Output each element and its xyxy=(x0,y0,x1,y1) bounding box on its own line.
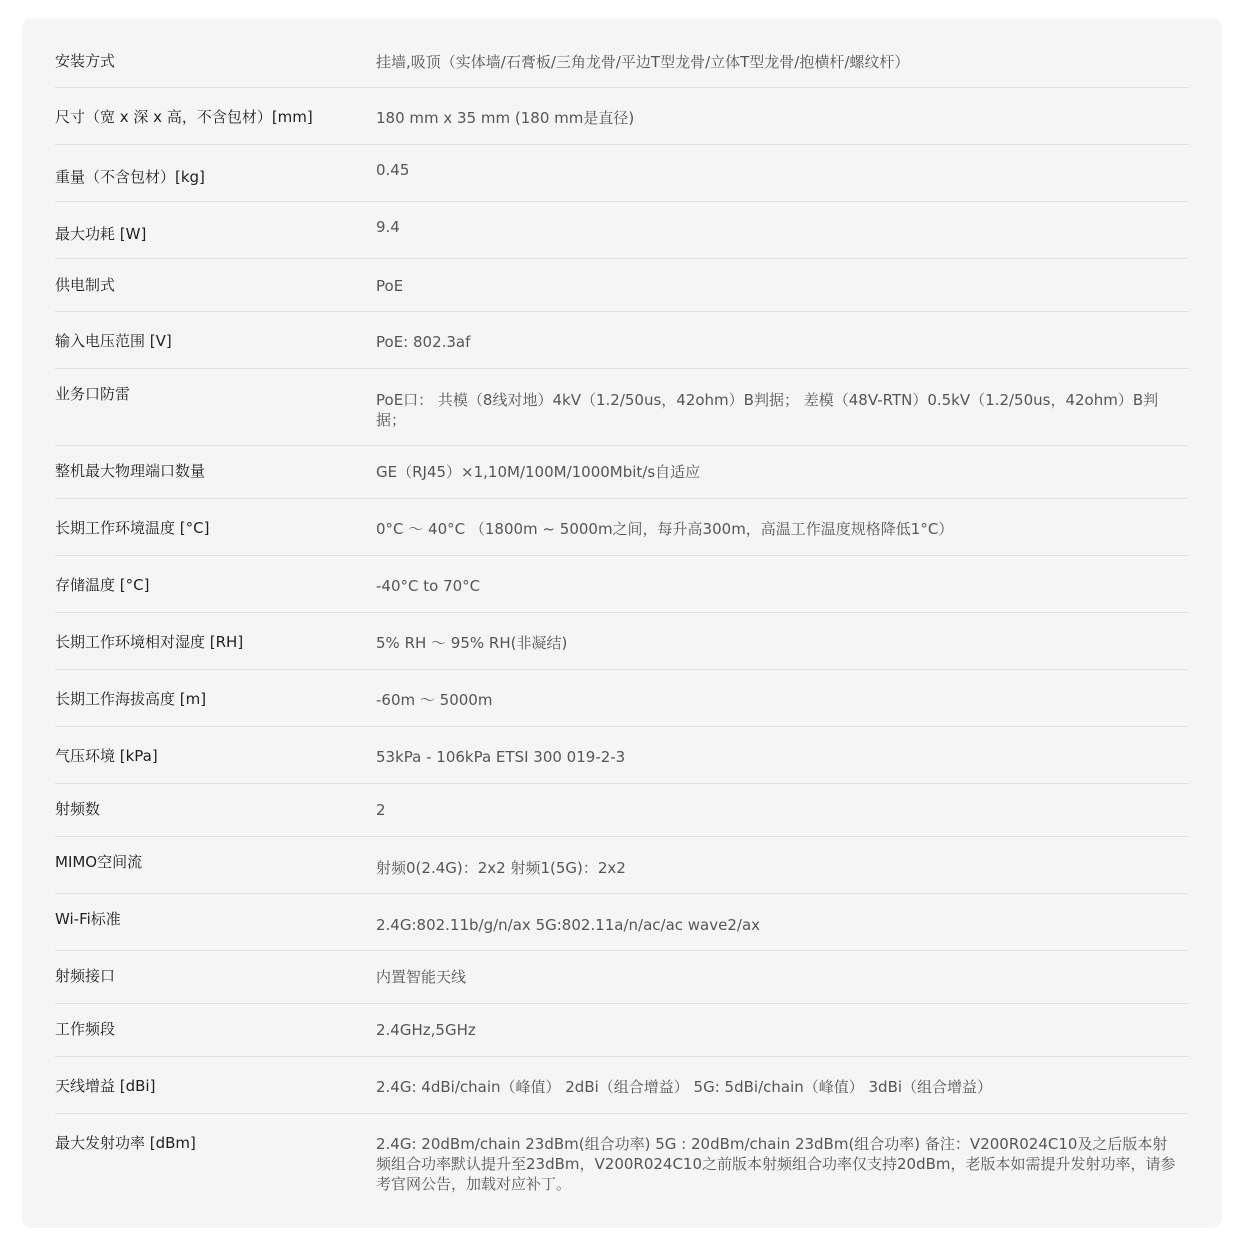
spec-label: 天线增益 [dBi] xyxy=(55,1077,156,1095)
spec-label: 气压环境 [kPa] xyxy=(55,747,158,765)
spec-row-op-temp xyxy=(55,499,1188,556)
spec-value: GE（RJ45）×1,10M/100M/1000Mbit/s自适应 xyxy=(376,463,701,481)
spec-table xyxy=(55,18,1188,1194)
spec-card xyxy=(22,18,1222,1228)
spec-label: 业务口防雷 xyxy=(55,385,131,403)
spec-row-weight xyxy=(55,145,1188,202)
spec-row-supply xyxy=(55,259,1188,312)
spec-value: PoE xyxy=(376,277,404,295)
spec-value: PoE: 802.3af xyxy=(376,333,471,351)
spec-row-antenna-gain xyxy=(55,1057,1188,1114)
spec-value: PoE口： 共模（8线对地）4kV（1.2/50us，42ohm）B判据； 差模（48V-RTN）0.5kV（1.2/50us，42ohm）B判据； xyxy=(376,391,1159,429)
spec-label: MIMO空间流 xyxy=(55,853,143,871)
spec-value: 53kPa - 106kPa ETSI 300 019-2-3 xyxy=(376,748,626,766)
spec-row-surge xyxy=(55,369,1188,446)
spec-value: -40°C to 70°C xyxy=(376,577,481,595)
spec-value: 180 mm x 35 mm (180 mm是直径) xyxy=(376,109,635,127)
spec-label: 射频接口 xyxy=(55,967,116,985)
spec-value: 2.4G: 20dBm/chain 23dBm(组合功率) 5G : 20dBm/chain 23dBm(组合功率) 备注：V200R024C10及之后版本射频组合功率默认提升至23dBm，V200R024C10之前版本射频组合功率仅支持20dBm，老版本如需提升发射功率，请参考官网公告，加载对应补丁。 xyxy=(376,1135,1176,1193)
spec-value: 2 xyxy=(376,801,386,819)
spec-label: 供电制式 xyxy=(55,276,116,294)
spec-value: 挂墙,吸顶（实体墙/石膏板/三角龙骨/平边T型龙骨/立体T型龙骨/抱横杆/螺纹杆） xyxy=(376,53,910,71)
spec-row-frequency xyxy=(55,1004,1188,1057)
spec-value: 2.4G:802.11b/g/n/ax 5G:802.11a/n/ac/ac wave2/ax xyxy=(376,916,761,934)
spec-row-voltage xyxy=(55,312,1188,369)
spec-row-rf-interface xyxy=(55,951,1188,1004)
spec-label: 整机最大物理端口数量 xyxy=(55,462,206,480)
spec-value: 9.4 xyxy=(376,218,400,236)
spec-label: 长期工作环境温度 [°C] xyxy=(55,519,210,537)
spec-value: 5% RH ～ 95% RH(非凝结) xyxy=(376,634,568,652)
spec-label: 存储温度 [°C] xyxy=(55,576,150,594)
spec-label: 重量（不含包材）[kg] xyxy=(55,168,205,186)
spec-label: 射频数 xyxy=(55,800,101,818)
spec-label: 工作频段 xyxy=(55,1020,116,1038)
spec-value: 2.4GHz,5GHz xyxy=(376,1021,476,1039)
spec-row-pressure xyxy=(55,727,1188,784)
spec-value: 射频0(2.4G)：2x2 射频1(5G)：2x2 xyxy=(376,859,626,877)
spec-value: 2.4G: 4dBi/chain（峰值） 2dBi（组合增益） 5G: 5dBi/chain（峰值） 3dBi（组合增益） xyxy=(376,1078,993,1096)
spec-label: 最大发射功率 [dBm] xyxy=(55,1134,196,1152)
spec-row-radio-count xyxy=(55,784,1188,837)
spec-label: 最大功耗 [W] xyxy=(55,225,147,243)
spec-label: Wi-Fi标准 xyxy=(55,910,121,928)
spec-label: 安装方式 xyxy=(55,52,116,70)
spec-row-storage-temp xyxy=(55,556,1188,613)
spec-row-ports xyxy=(55,446,1188,499)
spec-row-wifi-standard xyxy=(55,894,1188,951)
spec-row-install xyxy=(55,18,1188,88)
spec-label: 输入电压范围 [V] xyxy=(55,332,172,350)
spec-row-humidity xyxy=(55,613,1188,670)
spec-row-altitude xyxy=(55,670,1188,727)
spec-row-size xyxy=(55,88,1188,145)
spec-row-tx-power xyxy=(55,1114,1188,1194)
spec-row-power xyxy=(55,202,1188,259)
spec-row-mimo xyxy=(55,837,1188,894)
spec-value: 0°C ～ 40°C （1800m ~ 5000m之间，每升高300m，高温工作温度规格降低1°C） xyxy=(376,520,954,538)
spec-label: 尺寸（宽 x 深 x 高，不含包材）[mm] xyxy=(55,108,313,126)
spec-label: 长期工作海拔高度 [m] xyxy=(55,690,207,708)
spec-value: -60m ～ 5000m xyxy=(376,691,493,709)
spec-label: 长期工作环境相对湿度 [RH] xyxy=(55,633,244,651)
spec-value: 内置智能天线 xyxy=(376,968,467,986)
spec-value: 0.45 xyxy=(376,161,410,179)
